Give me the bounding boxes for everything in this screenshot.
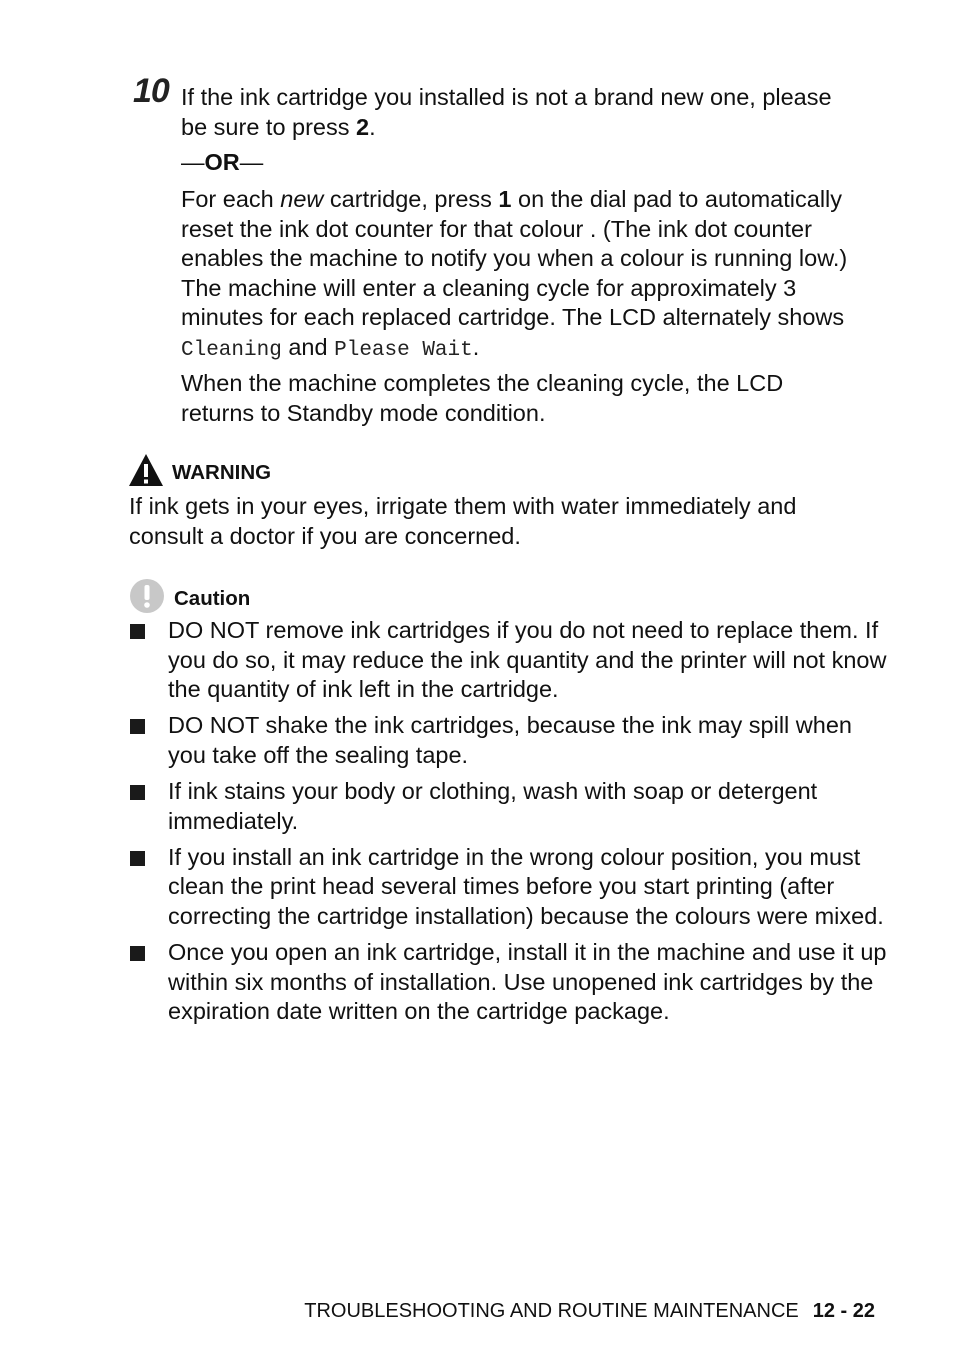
caution-item-text: If you install an ink cartridge in the wrong colour position, you must clean the print head several times before you start printing (after correcting the cartridge installation) because the colours were mixed. [168, 843, 884, 929]
intro-key: 2 [356, 113, 370, 140]
step-intro [181, 83, 881, 142]
warning-triangle-icon [128, 453, 164, 492]
warning-text: If ink gets in your eyes, irrigate them with water immediately and consult a doctor if you are concerned. [129, 493, 797, 549]
footer-section-title: TROUBLESHOOTING AND ROUTINE MAINTENANCE [304, 1300, 799, 1322]
lcd-and: and [281, 333, 335, 360]
new-cartridge-paragraph [181, 185, 881, 366]
caution-header [128, 578, 250, 619]
new-word: new [280, 186, 324, 212]
caution-item-text: If ink stains your body or clothing, wash with soap or detergent immediately. [168, 777, 818, 834]
new-rest: on the dial pad to automatically reset the ink dot counter for that colour . (The ink dot counter enables the machine to notify you when a colour is running low.) The machine will enter a cleaning cycle for approximately 3 minutes for each replaced cartridge. The LCD alternately shows [181, 186, 848, 331]
list-item [129, 711, 889, 770]
or-separator [181, 148, 881, 178]
bullet-square-icon [130, 785, 145, 800]
warning-label: WARNING [172, 460, 272, 484]
or-dash-left: — [181, 149, 205, 175]
bullet-square-icon [130, 851, 145, 866]
caution-item-text: DO NOT remove ink cartridges if you do not need to replace them. If you do so, it may reduce the ink quantity and the printer will not know the quantity of ink left in the cartridge. [168, 617, 887, 703]
bullet-square-icon [130, 946, 145, 961]
page-footer [304, 1300, 875, 1323]
bullet-square-icon [130, 719, 145, 734]
cleaning-complete-text: When the machine completes the cleaning cycle, the LCD returns to Standby mode condition. [181, 370, 784, 426]
list-item [129, 616, 889, 705]
new-mid: cartridge, press [323, 186, 499, 212]
intro-line2-post: . [369, 113, 376, 140]
or-dash-right: — [239, 149, 264, 175]
new-key: 1 [498, 186, 512, 212]
caution-label: Caution [174, 586, 251, 610]
list-item [129, 777, 889, 836]
lcd-message-cleaning: Cleaning [181, 338, 282, 362]
new-pre: For each [181, 186, 281, 212]
caution-item-text: DO NOT shake the ink cartridges, because the ink may spill when you take off the sealing tape. [168, 712, 852, 768]
or-label: OR [204, 149, 240, 175]
page-number: 12 - 22 [812, 1300, 875, 1322]
list-item [129, 843, 889, 932]
caution-item-text: Once you open an ink cartridge, install it in the machine and use it up within six months of installation. Use unopened ink cartridges by the expiration date written on the cartridge package. [168, 938, 887, 1025]
caution-list [129, 616, 889, 1033]
lcd-message-please-wait: Please Wait [334, 338, 473, 362]
intro-line1: If the ink cartridge you installed is not a brand new one, please [181, 84, 832, 110]
step-number: 10 [133, 72, 169, 110]
list-item [129, 938, 889, 1027]
lcd-end: . [472, 333, 480, 360]
bullet-square-icon [130, 624, 145, 639]
warning-header [128, 453, 271, 492]
intro-line2-pre: be sure to press [181, 113, 357, 140]
caution-circle-icon [128, 578, 166, 619]
